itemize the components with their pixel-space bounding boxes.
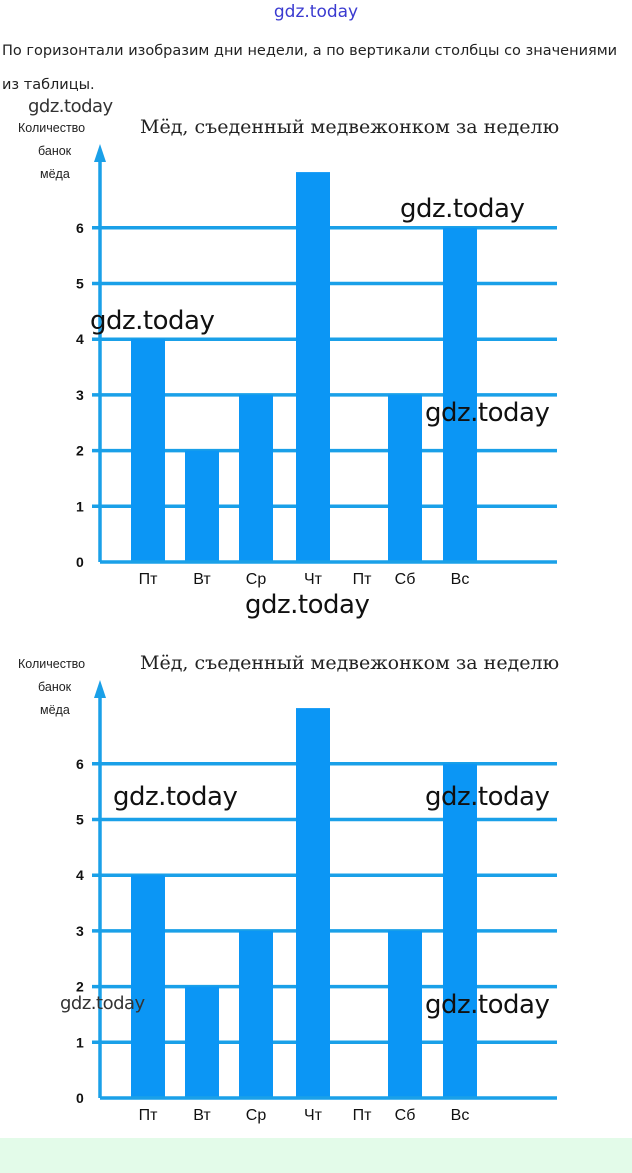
y-tick-label: 2 xyxy=(76,442,84,459)
bar xyxy=(131,875,165,1098)
bar xyxy=(443,228,477,562)
y-tick-label: 2 xyxy=(76,978,84,995)
watermark-7: gdz.today xyxy=(425,782,550,812)
y-tick-label: 1 xyxy=(76,498,84,515)
bar xyxy=(443,764,477,1098)
chart-1 xyxy=(0,100,632,600)
y-tick-label: 5 xyxy=(76,811,84,828)
y-axis-label-line: Количество xyxy=(18,657,86,671)
chart-title: Мёд, съеденный медвежонком за неделю xyxy=(140,652,560,674)
x-category-label: Пт xyxy=(138,571,158,588)
y-tick-label: 1 xyxy=(76,1034,84,1051)
bar xyxy=(239,395,273,562)
bar xyxy=(388,931,422,1098)
x-category-label: Чт xyxy=(304,1107,322,1124)
x-category-label: Сб xyxy=(394,1107,416,1124)
y-tick-label: 0 xyxy=(76,1090,84,1106)
y-tick-label: 3 xyxy=(76,922,84,939)
y-axis-arrow xyxy=(94,144,106,162)
chart-title: Мёд, съеденный медвежонком за неделю xyxy=(140,116,560,138)
bar xyxy=(131,339,165,562)
watermark-9: gdz.today xyxy=(425,990,550,1020)
chart-2 xyxy=(0,636,632,1136)
bar xyxy=(296,708,330,1098)
x-category-label: Вс xyxy=(450,1107,470,1124)
x-category-label: Сб xyxy=(394,571,416,588)
intro-text: По горизонтали изобразим дни недели, а по вертикали столбцы со значениями из таблицы. xyxy=(2,43,618,93)
x-category-label: Ср xyxy=(245,1107,267,1124)
watermark-2: gdz.today xyxy=(400,194,525,224)
x-category-label: Чт xyxy=(304,571,322,588)
watermark-8: gdz.today xyxy=(60,993,145,1014)
bar xyxy=(388,395,422,562)
y-tick-label: 0 xyxy=(76,554,84,570)
y-axis-label-line: Количество xyxy=(18,121,86,135)
x-category-label: Пт xyxy=(352,1107,372,1124)
bar xyxy=(185,451,219,562)
bar xyxy=(239,931,273,1098)
site-title[interactable]: gdz.today xyxy=(273,2,359,22)
y-axis-label-line: банок xyxy=(38,144,72,158)
watermark-4: gdz.today xyxy=(425,398,550,428)
y-axis-label-line: мёда xyxy=(40,703,70,717)
watermark-6: gdz.today xyxy=(113,782,238,812)
footer-bar xyxy=(0,1138,632,1173)
x-category-label: Ср xyxy=(245,571,267,588)
y-axis-arrow xyxy=(94,680,106,698)
watermark-1: gdz.today xyxy=(28,96,113,117)
y-tick-label: 4 xyxy=(76,331,84,348)
chart-2-svg xyxy=(0,636,632,1136)
watermark-5: gdz.today xyxy=(245,590,370,620)
y-axis-label-line: мёда xyxy=(40,167,70,181)
y-tick-label: 5 xyxy=(76,275,84,292)
y-tick-label: 6 xyxy=(76,755,84,772)
x-category-label: Вс xyxy=(450,571,470,588)
bar xyxy=(185,987,219,1098)
x-category-label: Пт xyxy=(138,1107,158,1124)
x-category-label: Вт xyxy=(193,571,211,588)
y-tick-label: 3 xyxy=(76,386,84,403)
chart-1-svg xyxy=(0,100,632,600)
bar xyxy=(296,172,330,562)
y-tick-label: 6 xyxy=(76,219,84,236)
x-category-label: Пт xyxy=(352,571,372,588)
x-category-label: Вт xyxy=(193,1107,211,1124)
y-axis-label-line: банок xyxy=(38,680,72,694)
y-tick-label: 4 xyxy=(76,867,84,884)
watermark-3: gdz.today xyxy=(90,306,215,336)
